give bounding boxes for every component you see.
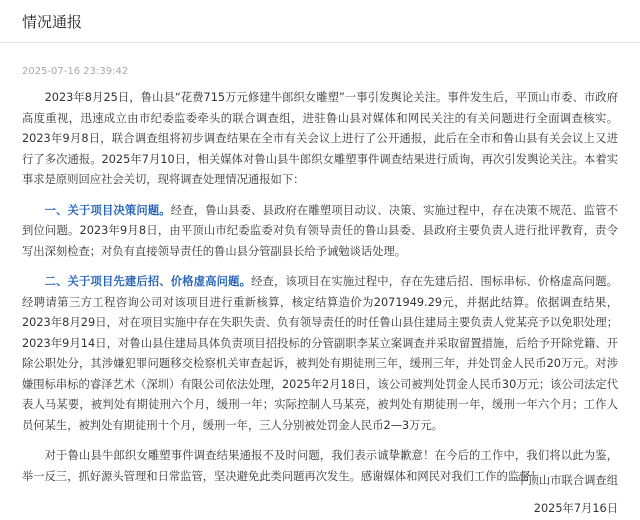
page-title: 情况通报 xyxy=(22,12,83,31)
section-2-paragraph xyxy=(22,272,618,436)
page-header xyxy=(0,0,640,43)
notice-body xyxy=(22,88,618,487)
signature-org: 平顶山市联合调查组 xyxy=(516,474,618,487)
section-1-paragraph xyxy=(22,201,618,263)
signature-date: 2025年7月16日 xyxy=(533,502,618,515)
section-2-heading: 二、关于项目先建后招、价格虚高问题。 xyxy=(44,275,252,288)
publish-timestamp: 2025-07-16 23:39:42 xyxy=(22,66,129,77)
section-2-body: 经查，该项目在实施过程中，存在先建后招、围标串标、价格虚高问题。经聘请第三方工程咨询公司对该项目进行重新核算，核定结算造价为2071949.29元，并据此结算。依据调查结果，2023年8月29日，对在项目实施中存在失职失责、负有领导责任的时任鲁山县住建局主要负责人党某亮予以免职处理；2023年9月14日，对鲁山县住建局具体负责项目招投标的分管副职李某立案调查并采取留置措施，后给予开除党籍、开除公职处分，其涉嫌犯罪问题移交检察机关审查起诉，被判处有期徒刑三年，缓刑三年，并处罚金人民币20万元。对涉嫌围标串标的睿泽艺术（深圳）有限公司依法处理，2025年2月18日，该公司被判处罚金人民币30万元；该公司法定代表人马某要，被判处有期徒刑六个月，缓刑一年；实际控制人马某亮，被判处有期徒刑一年，缓刑一年六个月；工作人员何某生，被判处有期徒刑十个月，缓刑一年，三人分别被处罚金人民币2—3万元。 xyxy=(22,275,618,432)
section-1-body: 经查，鲁山县委、县政府在雕塑项目动议、决策、实施过程中，存在决策不规范、监管不到位问题。2023年9月8日，由平顶山市纪委监委对负有领导责任的鲁山县委、县政府主要负责人进行批评教育，责令写出深刻检查；对负有直接领导责任的鲁山县分管副县长给予诫勉谈话处理。 xyxy=(22,203,618,258)
section-1-heading: 一、关于项目决策问题。 xyxy=(44,203,171,217)
closing-paragraph: 对于鲁山县牛郎织女雕塑事件调查结果通报不及时问题，我们表示诚挚歉意！在今后的工作中，我们将以此为鉴，举一反三，抓好源头管理和日常监管，坚决避免此类问题再次发生。感谢媒体和网民对我们工作的监督！ xyxy=(22,449,618,483)
intro-paragraph: 2023年8月25日，鲁山县“花费715万元修建牛郎织女雕塑”一事引发舆论关注。事件发生后，平顶山市委、市政府高度重视，迅速成立由市纪委监委牵头的联合调查组，进驻鲁山县对媒体和网民关注的有关问题进行全面调查核实。2023年9月8日，联合调查组将初步调查结果在全市有关会议上进行了公开通报，此后在全市和鲁山县有关会议上又进行了多次通报。2025年7月10日，相关媒体对鲁山县牛郎织女雕塑事件调查结果进行质询，再次引发舆论关注。本着实事求是原则回应社会关切，现将调查处理情况通报如下： xyxy=(22,91,618,186)
